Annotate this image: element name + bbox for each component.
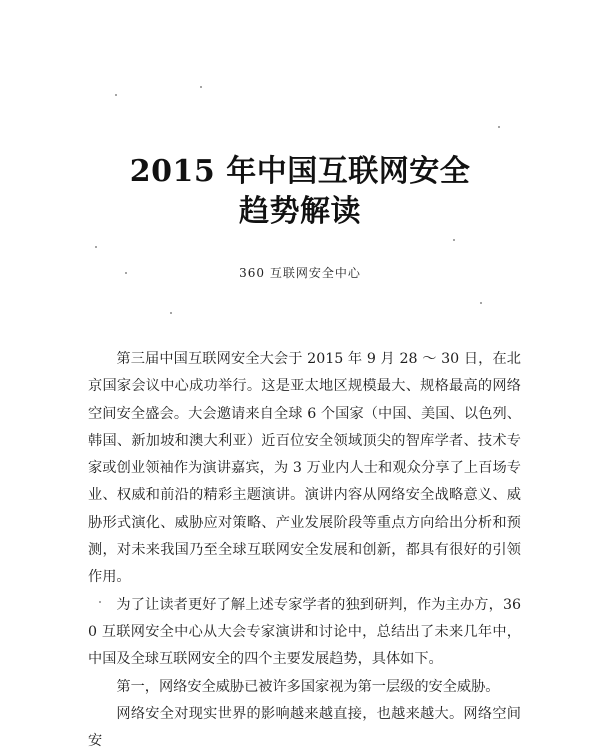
scan-speck — [170, 312, 172, 314]
scan-speck — [200, 86, 202, 88]
paragraph: 为了让读者更好了解上述专家学者的独到研判，作为主办方，360 互联网安全中心从大会专家演讲和讨论中，总结出了未来几年中，中国及全球互联网安全的四个主要发展趋势，具体如下。 — [88, 596, 521, 668]
scan-speck — [95, 246, 97, 248]
paragraph: 第三届中国互联网安全大会于 2015 年 9 月 28 ～ 30 日，在北京国家会议中心成功举行。这是亚太地区规模最大、规格最高的网络空间安全盛会。大会邀请来自全球 6 个国家（中国、美国、以色列、韩国、新加坡和澳大利亚）近百位安全领域顶尖的智库学者、技术专家或创业领袖作为演讲嘉宾，为 3 万业内人士和观众分享了上百场专业、权威和前沿的精彩主题演讲。演讲内容从网络安全战略意义、威胁形式演化、威胁应对策略、产业发展阶段等重点方向给出分析和预测，对未来我国乃至全球互联网安全发展和创新，都具有很好的引领作用。 — [88, 351, 521, 586]
scan-speck — [498, 126, 500, 128]
document-author: 360 互联网安全中心 — [239, 266, 361, 280]
scan-speck — [453, 239, 455, 241]
scan-speck — [125, 272, 127, 274]
paragraph: 网络安全对现实世界的影响越来越直接，也越来越大。网络空间安 — [88, 705, 521, 750]
document-title-line1: 2015 年中国互联网安全 — [129, 154, 471, 189]
document-title-line2: 趋势解读 — [239, 194, 361, 229]
paragraph: 第一，网络安全威胁已被许多国家视为第一层级的安全威胁。 — [116, 678, 500, 695]
scan-speck — [480, 302, 482, 304]
scan-speck — [115, 94, 117, 96]
scan-speck — [99, 601, 101, 603]
document-body — [88, 346, 521, 755]
